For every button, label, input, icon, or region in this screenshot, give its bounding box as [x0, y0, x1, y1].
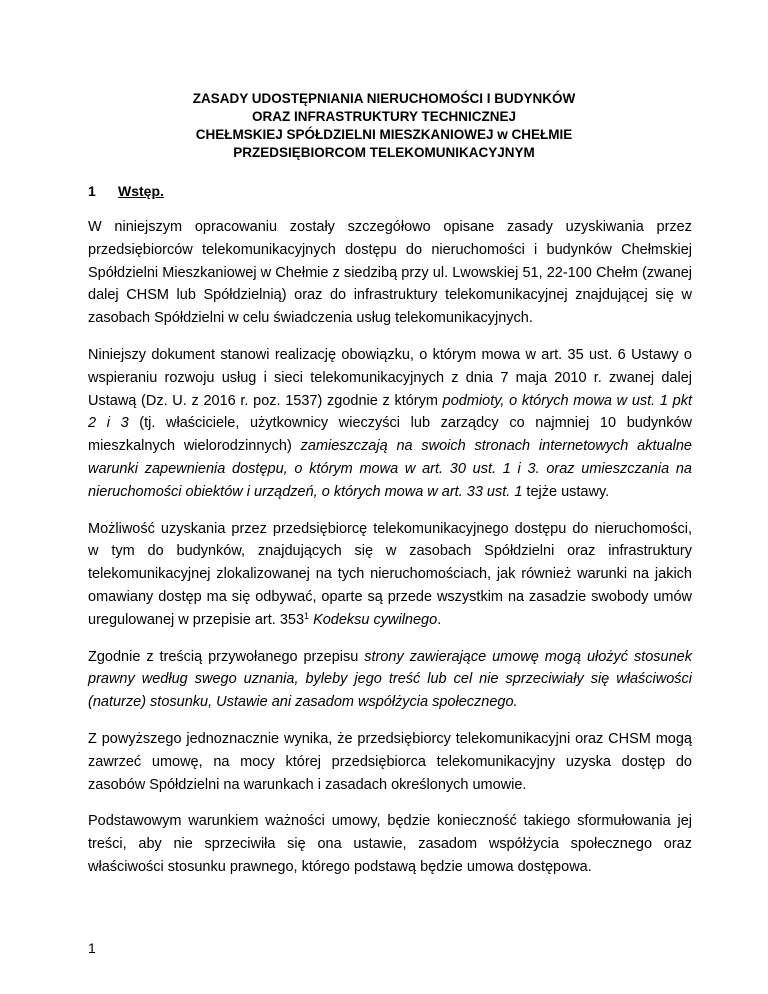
- section-number: 1: [88, 183, 96, 199]
- paragraph-3-text-d: .: [437, 611, 442, 628]
- paragraph-4-italic-b: strony zawierające umowę mogą ułożyć stosunek prawny według swego uznania, byleby jego treść lub cel nie sprzeciwiały się właściwości (naturze) stosunku, Ustawie ani zasadom współżycia społecznego.: [88, 648, 692, 711]
- paragraph-2-italic-d: zamieszczają na swoich stronach internetowych aktualne warunki zapewnienia dostępu, o którym mowa w art. 30 ust. 1 i 3. oraz umieszczania na nieruchomości obiektów i urządzeń, o których mowa w art. 33 ust. 1: [88, 438, 692, 500]
- paragraph-5: Z powyższego jednoznacznie wynika, że przedsiębiorcy telekomunikacyjni oraz CHSM mogą zawrzeć umowę, na mocy której przedsiębiorca telekomunikacyjny uzyska dostęp do zasobów Spółdzielni na warunkach i zasadach określonych umowie.: [88, 730, 692, 793]
- paragraph-4: [88, 646, 692, 714]
- paragraph-1: W niniejszym opracowaniu zostały szczegółowo opisane zasady uzyskiwania przez przedsiębiorców telekomunikacyjnych dostępu do nieruchomości i budynków Chełmskiej Spółdzielni Mieszkaniowej w Chełmie z siedzibą przy ul. Lwowskiej 51, 22-100 Chełm (zwanej dalej CHSM lub Spółdzielnią) oraz do infrastruktury telekomunikacyjnej znajdującej się w zasobach Spółdzielni w celu świadczenia usług telekomunikacyjnych.: [88, 219, 692, 327]
- title-line-2: ORAZ INFRASTRUKTURY TECHNICZNEJ: [251, 109, 516, 124]
- paragraph-3-italic-c: Kodeksu cywilnego: [313, 611, 438, 628]
- title-line-1: ZASADY UDOSTĘPNIANIA NIERUCHOMOŚCI I BUDYNKÓW: [192, 91, 576, 106]
- paragraph-4-text-a: Zgodnie z treścią przywołanego przepisu: [88, 648, 365, 665]
- paragraph-2-text-a: Niniejszy dokument stanowi realizację obowiązku, o którym mowa w art. 35 ust. 6 Ustawy o wspieraniu rozwoju usług i sieci telekomunikacyjnych z dnia 7 maja 2010 r. zwanej dalej Ustawą (Dz. U. z 2016 r. poz. 1537) zgodnie z którym: [88, 346, 692, 409]
- paragraph-3-text-a: Możliwość uzyskania przez przedsiębiorcę telekomunikacyjnego dostępu do nieruchomości, w tym do budynków, znajdujących się w zasobach Spółdzielni oraz infrastruktury telekomunikacyjnej zlokalizowanej na tych nieruchomościach, jak również warunki na jakich omawiany dostęp ma się odbywać, oparte są przede wszystkim na zasadzie swobody umów uregulowanej w przepisie art. 353: [88, 520, 692, 628]
- page-number: 1: [88, 940, 96, 956]
- document-title: [0, 90, 768, 162]
- title-line-3: CHEŁMSKIEJ SPÓŁDZIELNI MIESZKANIOWEJ w CHEŁMIE: [195, 127, 573, 142]
- paragraph-6: Podstawowym warunkiem ważności umowy, będzie konieczność takiego sformułowania jej treści, aby nie sprzeciwiła się ona ustawie, zasadom współżycia społecznego oraz właściwości stosunku prawnego, którego podstawą będzie umowa dostępowa.: [88, 813, 692, 875]
- paragraph-2-text-c: (tj. właściciele, użytkownicy wieczyści lub zarządcy co najmniej 10 budynków mieszkalnych wielorodzinnych): [88, 415, 692, 455]
- section-heading: [88, 181, 164, 201]
- document-body: [88, 216, 692, 893]
- paragraph-2-text-e: tejże ustawy.: [522, 483, 610, 500]
- title-line-4: PRZEDSIĘBIORCOM TELEKOMUNIKACYJNYM: [233, 145, 535, 160]
- section-title: Wstęp.: [118, 183, 164, 199]
- paragraph-2: [88, 344, 692, 504]
- paragraph-3-superscript: 1: [304, 610, 310, 621]
- paragraph-2-italic-b: podmioty, o których mowa w ust. 1 pkt 2 i 3: [88, 392, 692, 432]
- paragraph-3: [88, 518, 692, 632]
